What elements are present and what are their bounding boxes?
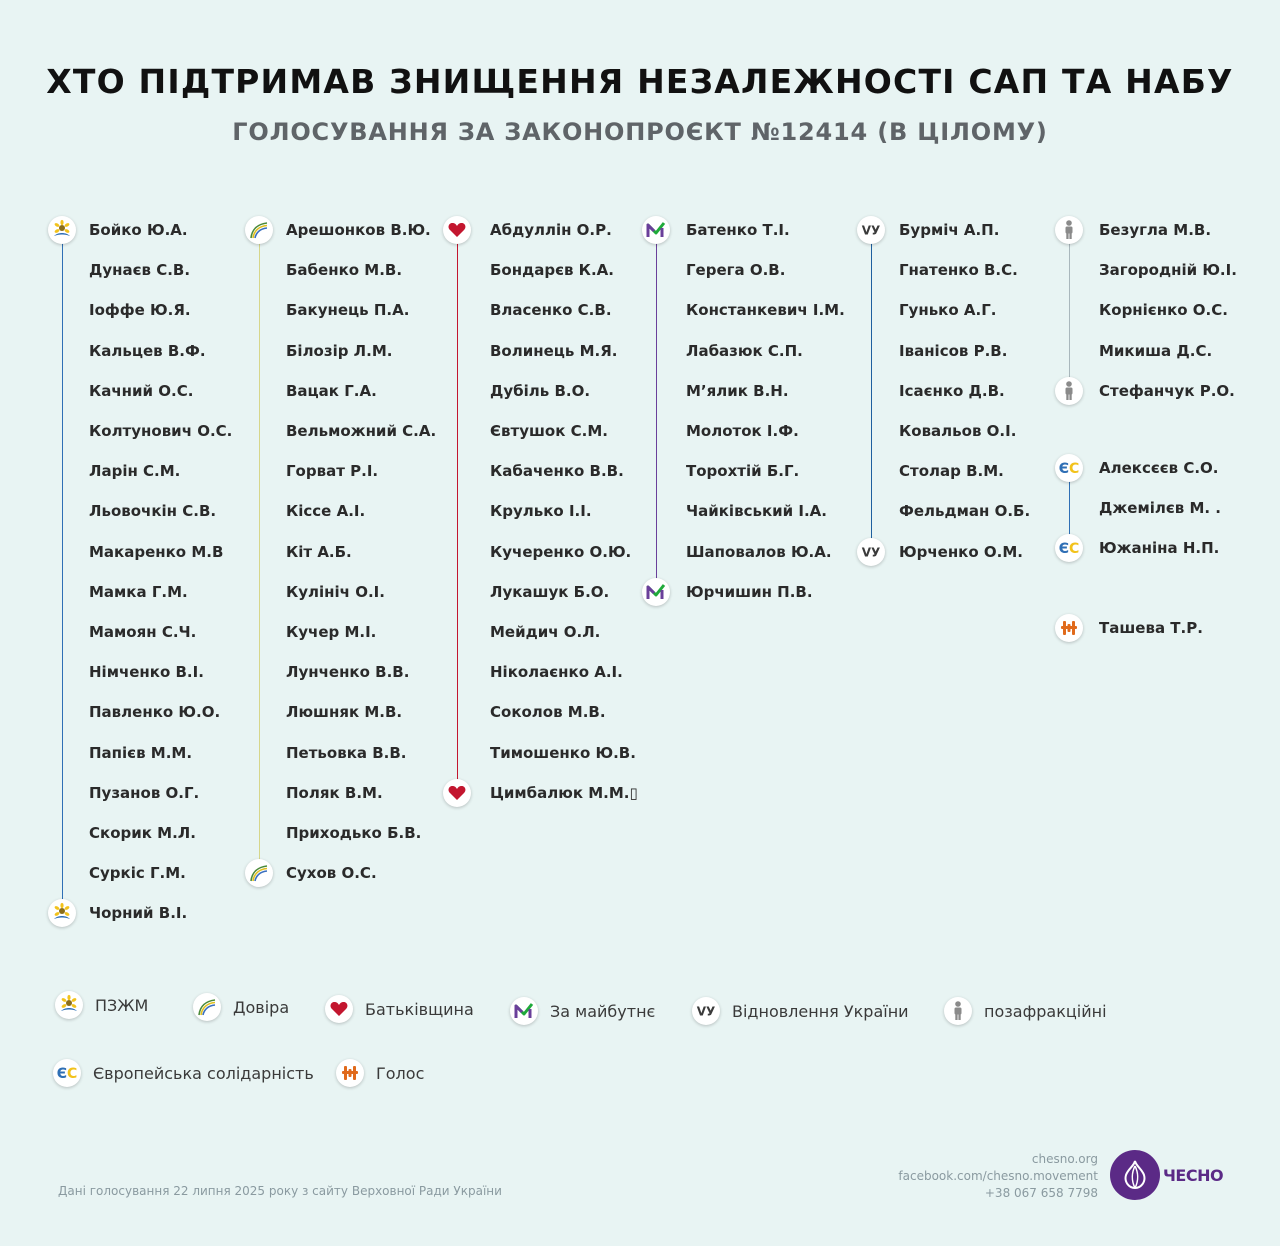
legend-label: Відновлення України xyxy=(732,1001,909,1021)
page-title: ХТО ПІДТРИМАВ ЗНИЩЕННЯ НЕЗАЛЕЖНОСТІ САП ТА НАБУ xyxy=(46,62,1234,101)
deputy-name: Безугла М.В. xyxy=(1099,221,1212,239)
deputy-name: Кальцев В.Ф. xyxy=(89,341,206,360)
sunflower-icon xyxy=(48,216,76,244)
deputy-name: Німченко В.І. xyxy=(89,663,204,682)
deputy-name: Фельдман О.Б. xyxy=(899,502,1031,521)
deputy-name: Бойко Ю.А. xyxy=(89,221,188,239)
deputy-name: Вацак Г.А. xyxy=(286,381,377,400)
sunflower-icon xyxy=(48,899,76,927)
deputy-name: Крулько І.І. xyxy=(490,502,592,521)
heart-icon xyxy=(325,995,353,1023)
legend-item-pozafraktsiini xyxy=(944,997,1107,1025)
deputy-name: Арешонков В.Ю. xyxy=(286,221,431,239)
deputy-name: Алексєєв С.О. xyxy=(1099,459,1219,477)
deputy-name: Молоток І.Ф. xyxy=(686,422,799,440)
deputy-name: Папієв М.М. xyxy=(89,743,193,762)
legend-label: позафракційні xyxy=(984,1001,1107,1021)
svg-text:VУ: VУ xyxy=(861,223,881,238)
deputy-name: Сухов О.С. xyxy=(286,864,377,883)
deputy-name: Бабенко М.В. xyxy=(286,261,403,280)
vu-letters-icon xyxy=(692,997,720,1025)
facebook-link[interactable]: facebook.com/chesno.movement xyxy=(898,1169,1098,1183)
holos-icon xyxy=(336,1059,364,1087)
deputy-name: Макаренко М.В xyxy=(89,542,224,561)
eu-letters-icon xyxy=(1055,534,1083,562)
eu-letters-icon xyxy=(53,1059,81,1087)
deputy-name: Волинець М.Я. xyxy=(490,341,618,360)
deputy-name: Загородній Ю.І. xyxy=(1099,261,1237,280)
deputy-name: Павленко Ю.О. xyxy=(89,703,221,722)
legend-item-batkivshchyna xyxy=(325,995,474,1023)
page-subtitle: ГОЛОСУВАННЯ ЗА ЗАКОНОПРОЄКТ №12414 (В ЦІЛОМУ) xyxy=(232,118,1048,146)
deputy-name: Вельможний С.А. xyxy=(286,422,437,440)
deputy-name: Петьовка В.В. xyxy=(286,743,407,762)
deputy-name: Джемілєв М. . xyxy=(1099,499,1221,518)
rainbow-arc-icon xyxy=(193,993,221,1021)
deputy-name: Корнієнко О.С. xyxy=(1099,301,1228,320)
legend-item-holos xyxy=(336,1059,424,1087)
garlic-icon xyxy=(1110,1150,1160,1200)
deputy-name: Цимбалюк М.М.▯ xyxy=(490,783,638,802)
deputy-name: Соколов М.В. xyxy=(490,703,606,722)
deputy-name: Люшняк М.В. xyxy=(286,703,403,722)
deputy-name: Гунько А.Г. xyxy=(899,301,997,320)
deputy-name: Кучеренко О.Ю. xyxy=(490,542,632,561)
person-icon xyxy=(1055,216,1083,244)
deputy-name: Качний О.С. xyxy=(89,381,194,400)
phone-number: +38 067 658 7798 xyxy=(984,1186,1098,1200)
deputy-name: Бурміч А.П. xyxy=(899,221,1000,239)
deputy-name: Мамоян С.Ч. xyxy=(89,623,197,641)
site-link[interactable]: chesno.org xyxy=(1031,1152,1098,1166)
svg-text:ЄС: ЄС xyxy=(1058,541,1080,558)
eu-letters-icon xyxy=(1055,454,1083,482)
legend-label: Європейська солідарність xyxy=(93,1063,314,1083)
checkmark-m-icon xyxy=(642,216,670,244)
deputy-name: Ларін С.М. xyxy=(89,462,181,481)
deputy-name: Суркіс Г.М. xyxy=(89,864,186,883)
deputy-name: Абдуллін О.Р. xyxy=(490,221,612,239)
deputy-name: Білозір Л.М. xyxy=(286,341,393,360)
deputy-name: Ковальов О.І. xyxy=(899,422,1017,440)
chesno-logo[interactable] xyxy=(1110,1150,1223,1200)
party-connector-line xyxy=(871,230,872,552)
deputy-name: Кіт А.Б. xyxy=(286,542,352,561)
deputy-name: Скорик М.Л. xyxy=(89,824,196,842)
deputy-name: Льовочкін С.В. xyxy=(89,502,217,521)
deputy-name: Чорний В.І. xyxy=(89,904,188,923)
deputy-name: Стефанчук Р.О. xyxy=(1099,381,1235,400)
legend-label: Голос xyxy=(376,1063,425,1083)
checkmark-m-icon xyxy=(642,578,670,606)
svg-text:ЄС: ЄС xyxy=(56,1066,78,1082)
legend-label: Довіра xyxy=(233,997,290,1017)
deputy-name: Южаніна Н.П. xyxy=(1099,539,1220,558)
sunflower-icon xyxy=(55,991,83,1019)
legend-label: ПЗЖМ xyxy=(95,995,149,1015)
deputy-name: Колтунович О.С. xyxy=(89,422,233,440)
deputy-name: Юрченко О.М. xyxy=(899,542,1023,561)
legend-label: За майбутнє xyxy=(550,1001,656,1021)
deputy-name: Лабазюк С.П. xyxy=(686,341,803,360)
deputy-name: Микиша Д.С. xyxy=(1099,341,1213,360)
vu-letters-icon xyxy=(857,538,885,566)
deputy-name: Гнатенко В.С. xyxy=(899,261,1018,280)
deputy-name: М’ялик В.Н. xyxy=(686,381,789,400)
deputy-name: Бондарєв К.А. xyxy=(490,261,614,280)
deputy-name: Кулініч О.І. xyxy=(286,582,385,601)
holos-icon xyxy=(1055,614,1083,642)
deputy-name: Констанкевич І.М. xyxy=(686,301,845,320)
deputy-name: Кабаченко В.В. xyxy=(490,462,624,481)
person-icon xyxy=(1055,377,1083,405)
svg-text:ЄС: ЄС xyxy=(1058,461,1080,477)
deputy-name: Шаповалов Ю.А. xyxy=(686,542,832,561)
source-note: Дані голосування 22 липня 2025 року з сайту Верховної Ради України xyxy=(58,1184,502,1198)
svg-text:VУ: VУ xyxy=(696,1004,716,1019)
heart-icon xyxy=(443,216,471,244)
deputy-name: Іоффе Ю.Я. xyxy=(89,301,191,320)
legend-item-pzzhm xyxy=(55,991,148,1019)
vu-letters-icon xyxy=(857,216,885,244)
person-icon xyxy=(944,997,972,1025)
deputy-name: Кіссе А.І. xyxy=(286,502,366,521)
deputy-name: Пузанов О.Г. xyxy=(89,783,200,802)
rainbow-arc-icon xyxy=(245,216,273,244)
deputy-name: Мамка Г.М. xyxy=(89,582,188,601)
checkmark-m-icon xyxy=(510,997,538,1025)
deputy-name: Батенко Т.І. xyxy=(686,221,790,239)
legend-item-vidnovlennia xyxy=(692,997,909,1025)
rainbow-arc-icon xyxy=(245,859,273,887)
deputy-name: Ташева Т.Р. xyxy=(1099,619,1203,637)
deputy-name: Дунаєв С.В. xyxy=(89,261,191,280)
deputy-name: Приходько Б.В. xyxy=(286,824,422,842)
deputy-name: Герега О.В. xyxy=(686,261,786,280)
deputy-name: Кучер М.І. xyxy=(286,623,377,641)
deputy-name: Юрчишин П.В. xyxy=(686,582,813,601)
deputy-name: Власенко С.В. xyxy=(490,301,612,320)
deputy-name: Торохтій Б.Г. xyxy=(686,462,800,481)
party-connector-line xyxy=(656,230,657,592)
party-connector-line xyxy=(62,230,63,913)
deputy-name: Мейдич О.Л. xyxy=(490,623,601,641)
deputy-name: Столар В.М. xyxy=(899,462,1004,481)
legend-label: Батьківщина xyxy=(365,999,474,1019)
deputy-name: Чайківський І.А. xyxy=(686,502,827,521)
deputy-name: Горват Р.І. xyxy=(286,462,379,481)
legend-item-yes xyxy=(53,1059,314,1087)
deputy-name: Поляк В.М. xyxy=(286,783,383,802)
deputy-name: Тимошенко Ю.В. xyxy=(490,743,636,762)
deputy-name: Лукашук Б.О. xyxy=(490,582,610,601)
deputy-name: Ісаєнко Д.В. xyxy=(899,381,1005,400)
legend-item-dovira xyxy=(193,993,289,1021)
party-connector-line xyxy=(1069,230,1070,391)
party-connector-line xyxy=(457,230,458,793)
deputy-name: Бакунець П.А. xyxy=(286,301,410,320)
deputy-name: Євтушок С.М. xyxy=(490,422,608,440)
deputy-name: Ніколаєнко А.І. xyxy=(490,663,623,682)
svg-text:VУ: VУ xyxy=(861,545,881,560)
deputy-name: Лунченко В.В. xyxy=(286,663,410,682)
deputy-name: Дубіль В.О. xyxy=(490,381,591,400)
party-connector-line xyxy=(259,230,260,873)
contacts-block xyxy=(898,1151,1098,1202)
deputy-name: Іванісов Р.В. xyxy=(899,341,1008,360)
brand-name: ЧЕСНО xyxy=(1163,1165,1224,1185)
legend-item-za_maibutnie xyxy=(510,997,655,1025)
heart-icon xyxy=(443,779,471,807)
